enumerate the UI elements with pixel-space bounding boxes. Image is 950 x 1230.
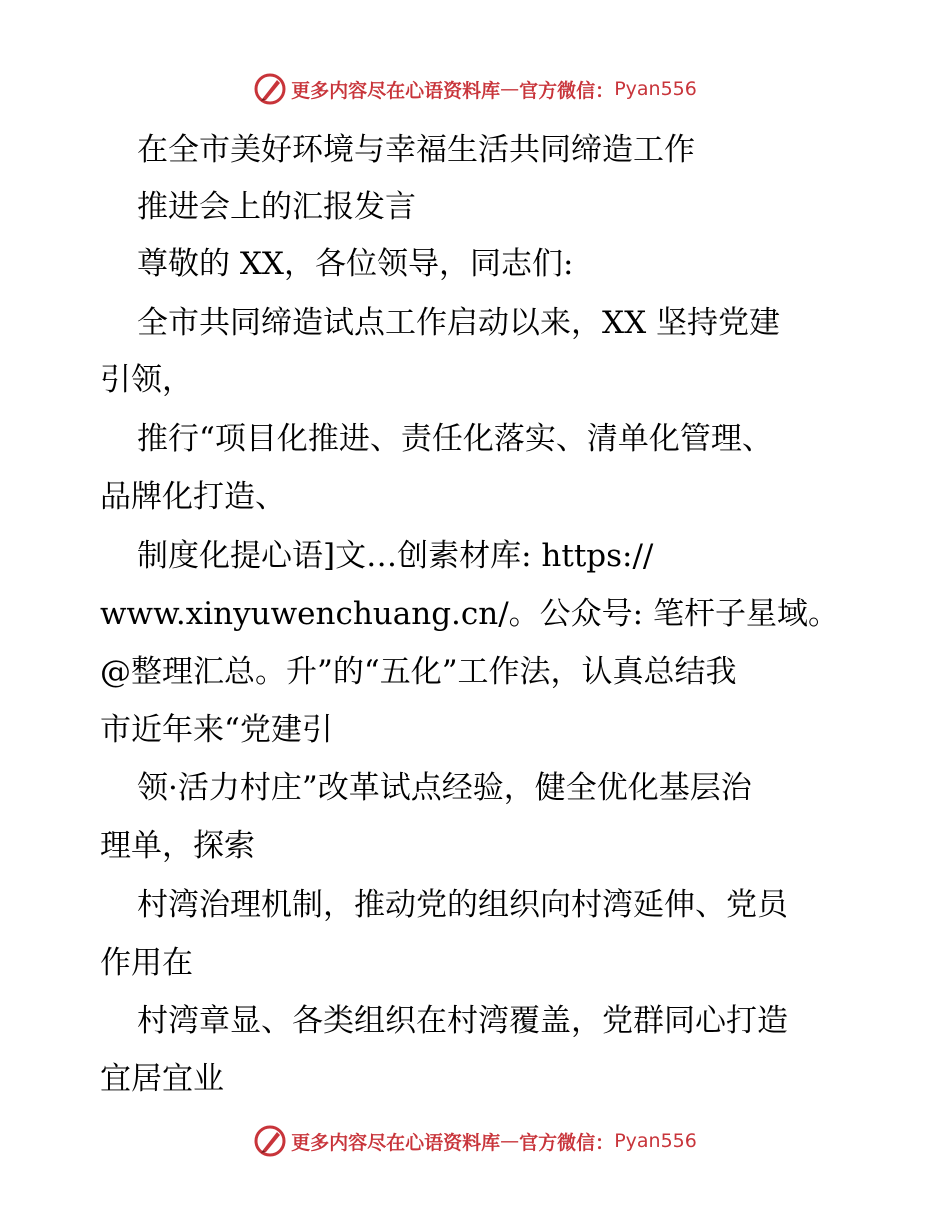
banner-wechat-label: 官方微信： — [519, 79, 615, 102]
banner-account: Pyan556 — [614, 78, 697, 100]
banner-dash: — — [500, 78, 520, 100]
body-line: 制度化提心语]文…创素材库: https:// — [137, 538, 654, 574]
body-line: 作用在 — [100, 945, 193, 981]
pen-logo-icon — [253, 1124, 287, 1158]
body-line: 理单，探索 — [100, 828, 255, 864]
body-line: 村湾章显、各类组织在村湾覆盖，党群同心打造 — [137, 1003, 788, 1039]
banner-wechat-label: 官方微信： — [519, 1131, 615, 1154]
body-line: 市近年来“党建引 — [100, 712, 333, 748]
body-line: 品牌化打造、 — [100, 479, 286, 515]
banner-brand-text: 更多内容尽在心语资料库 — [291, 79, 501, 102]
footer-watermark-banner — [0, 1124, 950, 1158]
pen-logo-icon — [253, 72, 287, 106]
header-watermark-banner — [0, 72, 950, 106]
body-line: www.xinyuwenchuang.cn/。公众号: 笔杆子星域。 — [100, 596, 839, 632]
body-line: 村湾治理机制，推动党的组织向村湾延伸、党员 — [137, 887, 788, 923]
body-line: 领·活力村庄”改革试点经验，健全优化基层治 — [137, 770, 752, 806]
banner-account: Pyan556 — [614, 1130, 697, 1152]
banner-brand-text: 更多内容尽在心语资料库 — [291, 1131, 501, 1154]
banner-dash: — — [500, 1130, 520, 1152]
body-line: 引领， — [100, 362, 193, 398]
body-line: 推行“项目化推进、责任化落实、清单化管理、 — [137, 421, 773, 457]
body-line: 宜居宜业 — [100, 1061, 224, 1097]
body-line: @整理汇总。升”的“五化”工作法，认真总结我 — [100, 654, 737, 690]
body-line: 尊敬的 XX，各位领导，同志们: — [137, 246, 574, 282]
body-line: 推进会上的汇报发言 — [137, 189, 416, 225]
body-line: 全市共同缔造试点工作启动以来，XX 坚持党建 — [137, 305, 780, 341]
body-line: 在全市美好环境与幸福生活共同缔造工作 — [137, 132, 695, 168]
